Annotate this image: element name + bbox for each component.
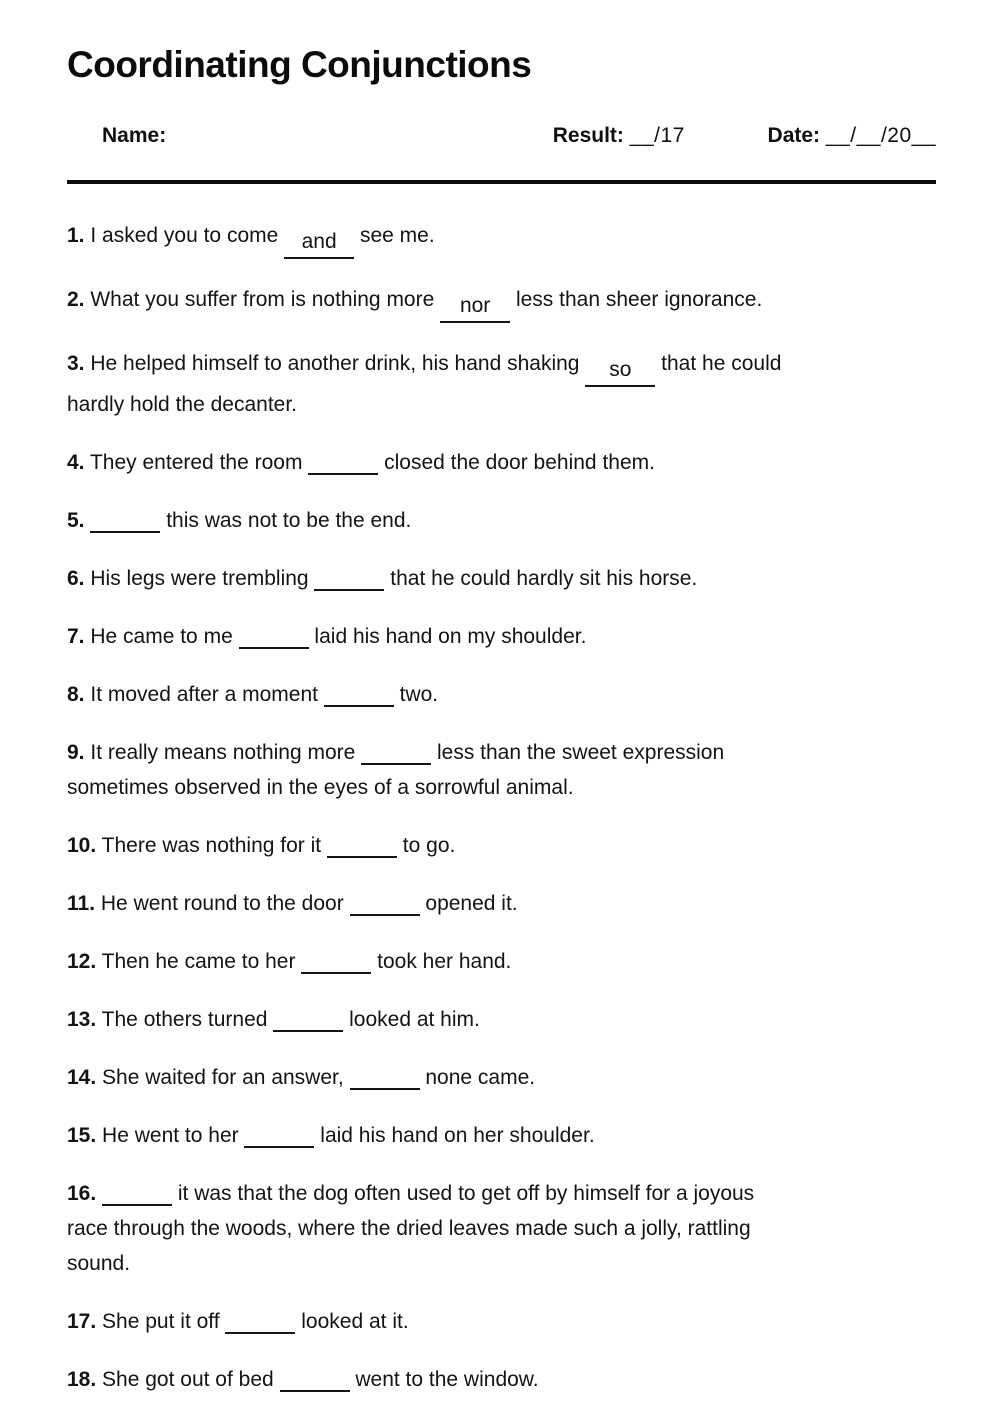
question-12 — [67, 944, 936, 979]
worksheet-header — [67, 100, 936, 172]
question-text: He went round to the door — [100, 892, 350, 915]
question-line — [67, 561, 936, 596]
question-number: 5. — [67, 509, 85, 532]
result-value: __/17 — [629, 124, 685, 147]
question-text: see me. — [354, 224, 435, 247]
question-number: 15. — [67, 1124, 97, 1147]
question-number: 18. — [67, 1368, 97, 1391]
question-8 — [67, 677, 936, 712]
question-line — [67, 218, 936, 259]
answer-blank[interactable] — [314, 561, 384, 591]
question-text: She put it off — [102, 1310, 226, 1333]
question-number: 14. — [67, 1066, 97, 1089]
question-number: 7. — [67, 625, 85, 648]
question-text: hardly hold the decanter. — [67, 393, 297, 416]
question-text: it was that the dog often used to get off by himself for a joyous — [172, 1182, 755, 1205]
question-line — [67, 944, 936, 979]
question-number: 9. — [67, 741, 85, 764]
question-text: Then he came to her — [101, 950, 302, 973]
question-text: laid his hand on her shoulder. — [314, 1124, 595, 1147]
question-text: sometimes observed in the eyes of a sorrowful animal. — [67, 776, 574, 799]
name-field — [67, 100, 166, 172]
question-text: I asked you to come — [90, 224, 285, 247]
answer-blank[interactable] — [225, 1304, 295, 1334]
question-text: to go. — [396, 834, 456, 857]
question-number: 4. — [67, 451, 85, 474]
answer-blank[interactable] — [239, 619, 309, 649]
question-line — [67, 1304, 936, 1339]
answer-blank[interactable] — [90, 503, 160, 533]
question-number: 1. — [67, 224, 85, 247]
question-line — [67, 1176, 936, 1211]
page-title: Coordinating Conjunctions — [67, 44, 532, 85]
question-14 — [67, 1060, 936, 1095]
question-line — [67, 1060, 936, 1095]
question-number: 6. — [67, 567, 85, 590]
header-right-group — [506, 100, 936, 172]
question-line — [67, 387, 936, 422]
question-number: 3. — [67, 352, 85, 375]
answer-blank[interactable] — [350, 1060, 420, 1090]
question-text: He came to me — [90, 625, 239, 648]
question-text: that he could — [655, 352, 782, 375]
question-1 — [67, 218, 936, 259]
question-line — [67, 735, 936, 770]
answer-blank[interactable] — [244, 1118, 314, 1148]
date-field — [721, 100, 936, 172]
answer-blank[interactable] — [324, 677, 394, 707]
answer-blank[interactable] — [280, 1362, 350, 1392]
question-number: 13. — [67, 1008, 97, 1031]
question-2 — [67, 282, 936, 323]
result-field — [506, 100, 685, 172]
question-text: laid his hand on my shoulder. — [308, 625, 587, 648]
question-number: 8. — [67, 683, 85, 706]
question-line — [67, 445, 936, 480]
question-15 — [67, 1118, 936, 1153]
question-text: looked at it. — [295, 1310, 409, 1333]
question-5 — [67, 503, 936, 538]
question-16 — [67, 1176, 936, 1281]
question-number: 17. — [67, 1310, 97, 1333]
question-text: What you suffer from is nothing more — [90, 288, 441, 311]
question-11 — [67, 886, 936, 921]
header-divider — [67, 180, 936, 184]
question-text: opened it. — [419, 892, 518, 915]
answer-blank[interactable] — [308, 445, 378, 475]
date-label: Date: — [767, 124, 821, 147]
question-text: two. — [393, 683, 439, 706]
answer-blank[interactable] — [102, 1176, 172, 1206]
question-text: this was not to be the end. — [160, 509, 412, 532]
question-number: 16. — [67, 1182, 97, 1205]
question-line — [67, 282, 936, 323]
question-line — [67, 346, 936, 387]
question-text: She waited for an answer, — [102, 1066, 350, 1089]
question-text: There was nothing for it — [101, 834, 327, 857]
question-3 — [67, 346, 936, 422]
question-line — [67, 677, 936, 712]
question-line — [67, 1362, 936, 1397]
answer-blank[interactable] — [301, 944, 371, 974]
question-line — [67, 828, 936, 863]
question-text: less than sheer ignorance. — [510, 288, 763, 311]
question-line — [67, 1002, 936, 1037]
question-text: none came. — [419, 1066, 536, 1089]
answer-blank[interactable] — [273, 1002, 343, 1032]
question-number: 11. — [67, 892, 96, 915]
question-text: took her hand. — [371, 950, 512, 973]
question-text: She got out of bed — [102, 1368, 280, 1391]
question-text: went to the window. — [349, 1368, 539, 1391]
question-13 — [67, 1002, 936, 1037]
question-text: looked at him. — [343, 1008, 480, 1031]
question-line — [67, 886, 936, 921]
question-text: that he could hardly sit his horse. — [384, 567, 698, 590]
answer-blank[interactable] — [327, 828, 397, 858]
question-text: less than the sweet expression — [431, 741, 725, 764]
question-text: It really means nothing more — [90, 741, 362, 764]
question-line — [67, 503, 936, 538]
question-text: His legs were trembling — [90, 567, 315, 590]
question-17 — [67, 1304, 936, 1339]
answer-blank[interactable] — [350, 886, 420, 916]
question-text: sound. — [67, 1252, 131, 1275]
answer-blank-filled[interactable]: nor — [440, 293, 510, 323]
answer-blank-filled[interactable]: so — [585, 357, 655, 387]
question-9 — [67, 735, 936, 805]
question-7 — [67, 619, 936, 654]
question-text: They entered the room — [89, 451, 309, 474]
question-line — [67, 1246, 936, 1281]
question-line — [67, 1211, 936, 1246]
question-text: It moved after a moment — [90, 683, 324, 706]
question-number: 10. — [67, 834, 97, 857]
result-label: Result: — [552, 124, 624, 147]
question-text: closed the door behind them. — [378, 451, 655, 474]
date-value: __/__/20__ — [825, 124, 936, 147]
answer-blank-filled[interactable]: and — [284, 229, 354, 259]
question-18 — [67, 1362, 936, 1397]
question-10 — [67, 828, 936, 863]
name-label: Name: — [102, 124, 167, 147]
question-text: race through the woods, where the dried leaves made such a jolly, rattling — [67, 1217, 751, 1240]
question-6 — [67, 561, 936, 596]
question-line — [67, 1118, 936, 1153]
question-text: The others turned — [101, 1008, 274, 1031]
question-number: 2. — [67, 288, 85, 311]
question-4 — [67, 445, 936, 480]
question-number: 12. — [67, 950, 97, 973]
question-text: He went to her — [102, 1124, 245, 1147]
questions — [67, 218, 936, 1397]
question-text: He helped himself to another drink, his hand shaking — [90, 352, 586, 375]
answer-blank[interactable] — [361, 735, 431, 765]
question-line — [67, 770, 936, 805]
question-line — [67, 619, 936, 654]
